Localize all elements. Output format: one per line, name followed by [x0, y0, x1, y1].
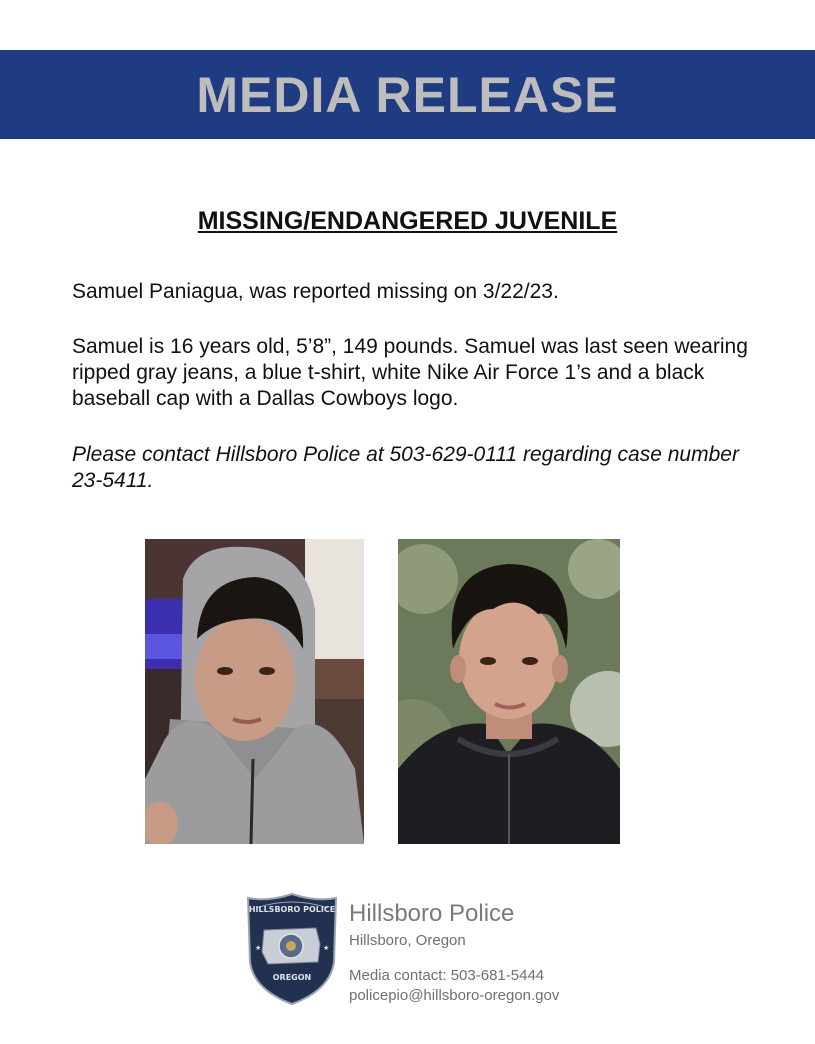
missing-person-photo-2: [398, 539, 620, 844]
badge-top-text: HILLSBORO POLICE: [248, 905, 336, 914]
hillsboro-police-badge: [246, 892, 338, 1006]
media-contact-phone: Media contact: 503-681-5444: [349, 967, 545, 984]
description-paragraph: Samuel is 16 years old, 5’8”, 149 pounds. Samuel was last seen wearing ripped gray jeans, a blue t-shirt, white Nike Air Force 1’s and a black baseball cap with a Dallas Cowboys logo.: [72, 335, 748, 410]
media-contact-email[interactable]: policepio@hillsboro-oregon.gov: [349, 987, 560, 1004]
banner-title: MEDIA RELEASE: [196, 66, 619, 123]
star-left-icon: ★: [255, 944, 262, 952]
contact-paragraph: Please contact Hillsboro Police at 503-629-0111 regarding case number 23-5411.: [72, 443, 739, 492]
star-right-icon: ★: [323, 944, 330, 952]
agency-location: Hillsboro, Oregon: [349, 932, 466, 949]
reported-missing-paragraph: Samuel Paniagua, was reported missing on 3/22/23.: [72, 280, 559, 303]
agency-name: Hillsboro Police: [349, 900, 515, 927]
badge-bottom-text: OREGON: [272, 973, 312, 982]
missing-person-photo-1: [145, 539, 364, 844]
media-release-banner: [0, 50, 815, 139]
document-heading: MISSING/ENDANGERED JUVENILE: [197, 207, 618, 235]
